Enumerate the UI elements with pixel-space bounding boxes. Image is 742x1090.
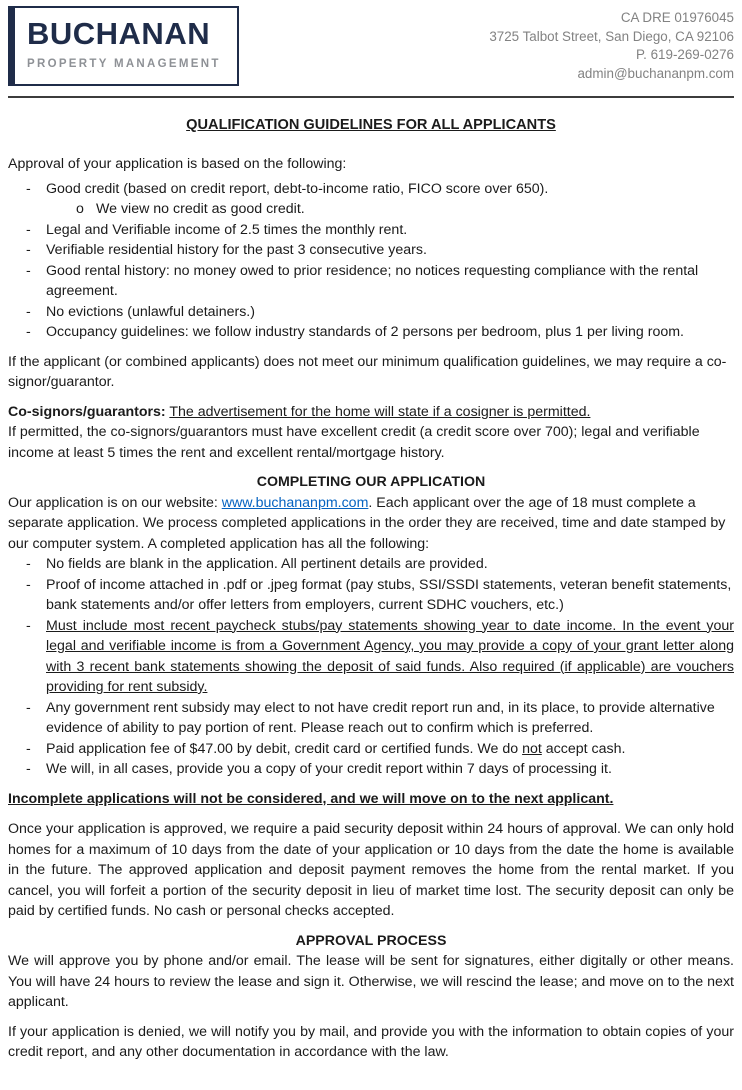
dash-bullet: -: [26, 556, 31, 572]
qualification-list: [8, 179, 734, 343]
cosigners-underlined-statement: The advertisement for the home will state if a cosigner is permitted.: [169, 403, 591, 420]
list-item-text: We view no credit as good credit.: [96, 201, 305, 217]
page-title: QUALIFICATION GUIDELINES FOR ALL APPLICANTS: [186, 116, 556, 133]
header-divider: [8, 96, 734, 98]
circle-bullet: o: [76, 201, 84, 217]
completing-intro-pre: Our application is on our website:: [8, 494, 222, 511]
list-item-text: Legal and Verifiable income of 2.5 times the monthly rent.: [46, 221, 408, 238]
logo-company-name: BUCHANAN: [27, 16, 211, 51]
list-item-text: Proof of income attached in .pdf or .jpeg format (pay stubs, SSI/SSDI statements, veteran benefit statements, bank statements and/or offer letters from employers, current SDHC vouchers, etc.): [46, 576, 732, 613]
list-item-text: No fields are blank in the application. All pertinent details are provided.: [46, 556, 488, 572]
cosigners-body: If permitted, the co-signors/guarantors must have excellent credit (a credit score over 700); legal and verifiable income at least 5 times the rent and excellent rental/mortgage history.: [8, 424, 700, 461]
approval-paragraph: We will approve you by phone and/or email. The lease will be sent for signatures, either digitally or other means. You will have 24 hours to review the lease and sign it. Otherwise, we will rescind the lease; and move on to the next applicant.: [8, 953, 734, 1010]
contact-license-number: CA DRE 01976045: [620, 10, 734, 25]
list-item: [8, 240, 734, 261]
contact-email[interactable]: admin@buchananpm.com: [577, 65, 734, 81]
security-deposit-paragraph: Once your application is approved, we require a paid security deposit within 24 hours of approval. We can only hold homes for a maximum of 10 days from the date of your application or 10 days from the date the home is available in the future. The approved application and deposit payment removes the home from the rental market. If you cancel, you will forfeit a portion of the security deposit in lieu of market time lost. The security deposit can only be paid by certified funds. No cash or personal checks accepted.: [8, 821, 734, 919]
company-logo: [8, 6, 239, 86]
completing-section-heading: COMPLETING OUR APPLICATION: [256, 474, 486, 490]
list-item: [8, 616, 734, 698]
dash-bullet: -: [26, 740, 31, 757]
sub-list-item: [8, 199, 734, 220]
list-item-text: Good rental history: no money owed to prior residence; no notices requesting compliance with the rental agreement.: [46, 262, 699, 299]
list-item: [8, 302, 734, 323]
fee-text-pre: Paid application fee of $47.00 by debit, credit card or certified funds. We do: [46, 740, 523, 757]
approval-section-heading: APPROVAL PROCESS: [295, 932, 447, 949]
list-item-text: Good credit (based on credit report, debt-to-income ratio, FICO score over 650).: [46, 180, 549, 197]
list-item: [8, 739, 734, 760]
list-item-text: Occupancy guidelines: we follow industry standards of 2 persons per bedroom, plus 1 per living room.: [46, 324, 684, 340]
dash-bullet: -: [26, 180, 31, 197]
list-item-text: [46, 739, 734, 760]
list-item: [8, 261, 734, 302]
completing-intro-post: . Each applicant over the age of 18 must complete a separate application. We process completed applications in the order they are received, time and date stamped by our computer system. A completed application has all the following:: [8, 494, 726, 552]
cosigner-requirement-paragraph: If the applicant (or combined applicants) does not meet our minimum qualification guidelines, we may require a co-signor/guarantor.: [8, 353, 727, 390]
list-item-text: We will, in all cases, provide you a copy of your credit report within 7 days of processing it.: [46, 761, 612, 777]
list-item: [8, 554, 734, 575]
contact-address: 3725 Talbot Street, San Diego, CA 92106: [489, 28, 734, 44]
incomplete-applications-warning: Incomplete applications will not be considered, and we will move on to the next applicant.: [8, 790, 614, 807]
dash-bullet: -: [26, 617, 31, 634]
contact-phone: P. 619-269-0276: [635, 47, 734, 63]
dash-bullet: -: [26, 242, 31, 258]
list-item-text: Verifiable residential history for the past 3 consecutive years.: [46, 242, 427, 258]
contact-info: [489, 6, 734, 83]
cosigners-first-line: [8, 402, 734, 423]
list-item: [8, 698, 734, 739]
fee-text-post: accept cash.: [541, 740, 626, 757]
denial-paragraph: If your application is denied, we will notify you by mail, and provide you with the information to obtain copies of your credit report, and any other documentation in accordance with the law.: [8, 1023, 734, 1060]
list-item: [8, 322, 734, 343]
dash-bullet: -: [26, 699, 31, 716]
document-header: [8, 6, 734, 94]
list-item-text: Any government rent subsidy may elect to not have credit report run and, in its place, to provide alternative evidence of ability to pay portion of rent. Please reach out to confirm which is preferred.: [46, 699, 715, 736]
list-item: [8, 179, 734, 200]
intro-paragraph: Approval of your application is based on the following:: [8, 156, 347, 172]
dash-bullet: -: [26, 761, 31, 777]
list-item: [8, 575, 734, 616]
logo-subtitle: PROPERTY MANAGEMENT: [27, 58, 221, 70]
dash-bullet: -: [26, 262, 31, 279]
list-item: [8, 759, 734, 780]
website-link[interactable]: www.buchananpm.com: [221, 494, 369, 511]
dash-bullet: -: [26, 576, 31, 593]
completing-intro-paragraph: [8, 493, 734, 555]
dash-bullet: -: [26, 324, 31, 340]
list-item: [8, 220, 734, 241]
cosigners-label: Co-signors/guarantors:: [8, 403, 166, 420]
dash-bullet: -: [26, 221, 31, 238]
list-item-text-underlined: Must include most recent paycheck stubs/pay statements showing year to date income. In the event your legal and verifiable income is from a Government Agency, you may provide a copy of your grant letter along with 3 recent bank statements showing the deposit of said funds. Also required (if applicable) are vouchers providing for rent subsidy.: [46, 617, 734, 695]
application-requirements-list: [8, 554, 734, 780]
dash-bullet: -: [26, 303, 31, 320]
list-item-text: No evictions (unlawful detainers.): [46, 303, 255, 320]
fee-not-underlined: not: [522, 740, 542, 757]
cosigners-paragraph: [8, 402, 734, 464]
